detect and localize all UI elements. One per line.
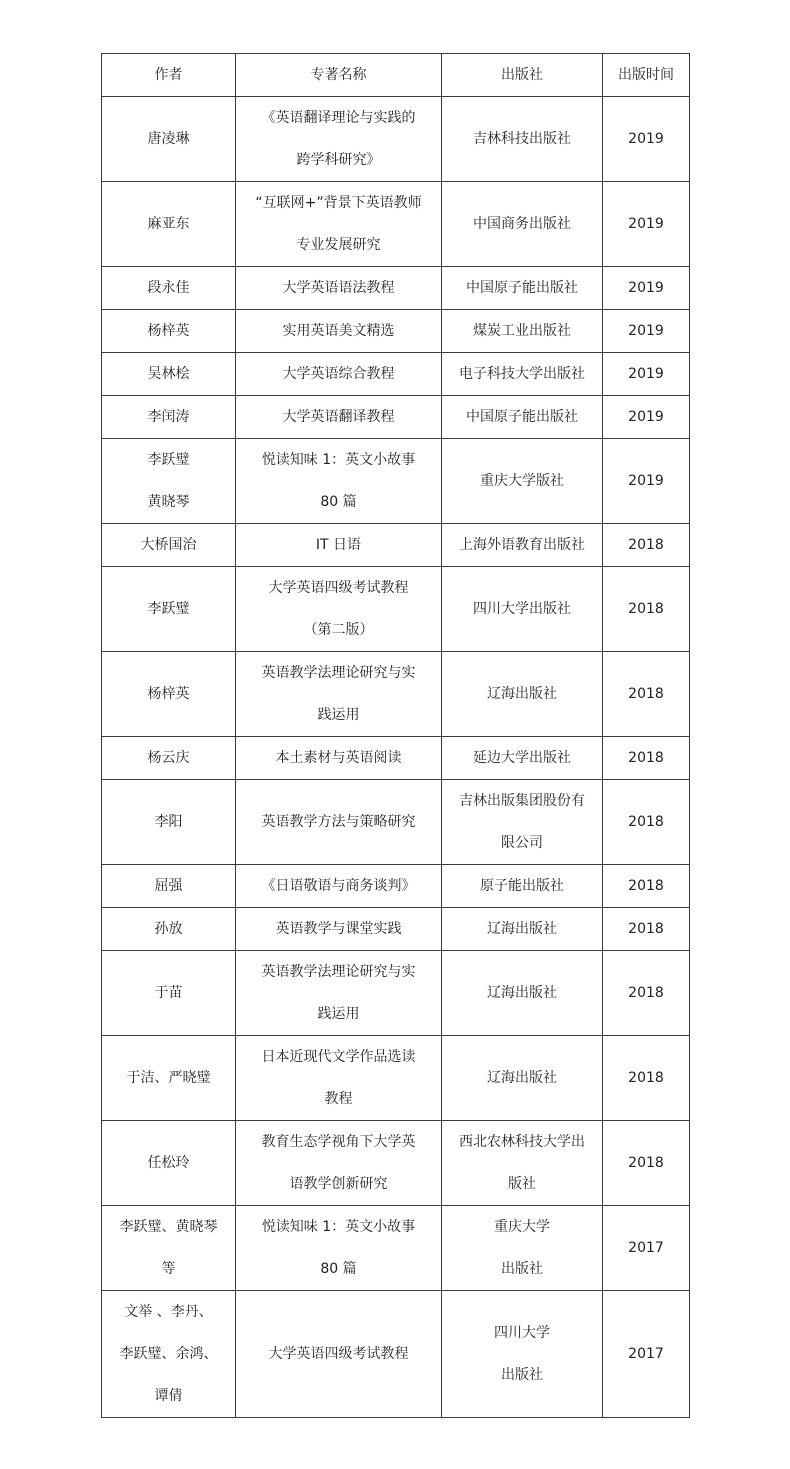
- title-cell: [236, 1206, 442, 1291]
- publisher-cell-line: 重庆大学: [494, 1219, 550, 1235]
- title-cell-line: 悦读知味 1：英文小故事: [261, 1219, 416, 1235]
- publisher-cell-line: 辽海出版社: [487, 1070, 557, 1086]
- author-cell-line: 黄晓琴: [147, 494, 190, 510]
- title-cell: [236, 524, 442, 567]
- publisher-cell-line: 重庆大学版社: [480, 473, 564, 489]
- author-cell-line: 于苗: [154, 985, 183, 1001]
- author-cell-line: 李闰涛: [147, 409, 190, 425]
- publisher-cell: [442, 396, 603, 439]
- publisher-cell-line: 原子能出版社: [480, 878, 564, 894]
- publisher-cell-line: 限公司: [501, 835, 543, 851]
- author-cell: [102, 737, 236, 780]
- author-cell-line: 李跃璧: [147, 601, 190, 617]
- title-cell-line: 80 篇: [320, 1261, 357, 1277]
- title-cell-line: 专业发展研究: [296, 237, 381, 253]
- header-publisher: 出版社: [442, 54, 603, 97]
- author-cell: [102, 97, 236, 182]
- year-cell: 2018: [603, 865, 690, 908]
- title-cell-line: 践运用: [317, 1006, 360, 1022]
- author-cell-line: 谭倩: [154, 1388, 183, 1404]
- table-row: [102, 1121, 690, 1206]
- publisher-cell-line: 吉林出版集团股份有: [459, 793, 585, 809]
- author-cell: [102, 1121, 236, 1206]
- author-cell: [102, 353, 236, 396]
- title-cell-line: 教育生态学视角下大学英: [261, 1134, 416, 1150]
- table-row: [102, 182, 690, 267]
- title-cell: [236, 310, 442, 353]
- year-cell: 2019: [603, 353, 690, 396]
- publisher-cell: [442, 737, 603, 780]
- author-cell: [102, 524, 236, 567]
- year-cell: 2018: [603, 652, 690, 737]
- publisher-cell: [442, 567, 603, 652]
- title-cell-line: 教程: [324, 1091, 353, 1107]
- publisher-cell: [442, 353, 603, 396]
- title-cell: [236, 652, 442, 737]
- year-cell: 2019: [603, 97, 690, 182]
- title-cell: [236, 439, 442, 524]
- table-row: [102, 524, 690, 567]
- year-cell: 2019: [603, 396, 690, 439]
- title-cell-line: IT 日语: [315, 537, 362, 553]
- author-cell-line: 段永佳: [147, 280, 190, 296]
- author-cell: [102, 865, 236, 908]
- author-cell-line: 唐凌琳: [147, 131, 190, 147]
- author-cell-line: 李跃璧、余鸿、: [119, 1346, 218, 1362]
- title-cell: [236, 396, 442, 439]
- publisher-cell: [442, 865, 603, 908]
- author-cell-line: 杨云庆: [147, 750, 190, 766]
- author-cell-line: 麻亚东: [147, 216, 190, 232]
- year-cell: 2018: [603, 524, 690, 567]
- publisher-cell-line: 出版社: [501, 1367, 543, 1383]
- table-row: [102, 737, 690, 780]
- title-cell: [236, 97, 442, 182]
- year-cell: 2017: [603, 1206, 690, 1291]
- author-cell: [102, 652, 236, 737]
- year-cell: 2018: [603, 780, 690, 865]
- publisher-cell-line: 延边大学出版社: [473, 750, 571, 766]
- year-cell: 2018: [603, 908, 690, 951]
- author-cell-line: 杨梓英: [147, 323, 190, 339]
- publisher-cell: [442, 780, 603, 865]
- title-cell: [236, 1121, 442, 1206]
- table-row: [102, 1291, 690, 1418]
- author-cell: [102, 1291, 236, 1418]
- table-header-row: [102, 54, 690, 97]
- title-cell: [236, 353, 442, 396]
- publisher-cell-line: 电子科技大学出版社: [459, 366, 585, 382]
- title-cell-line: 语教学创新研究: [289, 1176, 388, 1192]
- title-cell-line: 大学英语翻译教程: [282, 409, 395, 425]
- year-cell: 2018: [603, 1036, 690, 1121]
- title-cell: [236, 780, 442, 865]
- publisher-cell-line: 上海外语教育出版社: [459, 537, 585, 553]
- author-cell: [102, 439, 236, 524]
- table-row: [102, 310, 690, 353]
- author-cell-line: 孙放: [154, 921, 183, 937]
- table-row: [102, 780, 690, 865]
- publisher-cell: [442, 652, 603, 737]
- author-cell-line: 等: [161, 1261, 176, 1277]
- table-body: [102, 97, 690, 1418]
- publisher-cell-line: 中国原子能出版社: [466, 280, 578, 296]
- publisher-cell: [442, 1121, 603, 1206]
- table-row: [102, 567, 690, 652]
- title-cell-line: 英语教学法理论研究与实: [261, 964, 416, 980]
- publisher-cell-line: 辽海出版社: [487, 686, 557, 702]
- title-cell-line: 英语教学与课堂实践: [275, 921, 402, 937]
- year-cell: 2017: [603, 1291, 690, 1418]
- header-year: 出版时间: [603, 54, 690, 97]
- title-cell-line: 80 篇: [320, 494, 357, 510]
- title-cell-line: 悦读知味 1：英文小故事: [261, 452, 416, 468]
- publisher-cell-line: 中国原子能出版社: [466, 409, 578, 425]
- author-cell-line: 任松玲: [147, 1155, 190, 1171]
- author-cell-line: 屈强: [154, 878, 183, 894]
- author-cell-line: 文举 、李丹、: [124, 1304, 213, 1320]
- title-cell: [236, 1036, 442, 1121]
- title-cell-line: 实用英语美文精选: [282, 323, 395, 339]
- year-cell: 2018: [603, 567, 690, 652]
- year-cell: 2019: [603, 267, 690, 310]
- publisher-cell: [442, 524, 603, 567]
- year-cell: 2018: [603, 951, 690, 1036]
- publisher-cell: [442, 97, 603, 182]
- title-cell: [236, 182, 442, 267]
- table-row: [102, 439, 690, 524]
- title-cell: [236, 951, 442, 1036]
- table-row: [102, 652, 690, 737]
- title-cell: [236, 1291, 442, 1418]
- publisher-cell: [442, 439, 603, 524]
- author-cell-line: 于洁、严晓璧: [126, 1070, 211, 1086]
- publisher-cell-line: 版社: [508, 1176, 536, 1192]
- table-row: [102, 396, 690, 439]
- publisher-cell: [442, 1036, 603, 1121]
- title-cell-line: 本土素材与英语阅读: [275, 750, 402, 766]
- publisher-cell-line: 出版社: [501, 1261, 543, 1277]
- header-author: 作者: [102, 54, 236, 97]
- author-cell: [102, 908, 236, 951]
- year-cell: 2019: [603, 182, 690, 267]
- header-title: 专著名称: [236, 54, 442, 97]
- author-cell: [102, 396, 236, 439]
- title-cell-line: 大学英语综合教程: [282, 366, 395, 382]
- author-cell: [102, 267, 236, 310]
- publisher-cell-line: 煤炭工业出版社: [473, 323, 571, 339]
- publisher-cell-line: 西北农林科技大学出: [459, 1134, 585, 1150]
- title-cell: [236, 267, 442, 310]
- title-cell-line: 大学英语语法教程: [282, 280, 395, 296]
- title-cell-line: “互联网+”背景下英语教师: [255, 195, 422, 211]
- year-cell: 2019: [603, 310, 690, 353]
- table-row: [102, 908, 690, 951]
- author-cell: [102, 567, 236, 652]
- title-cell-line: 大学英语四级考试教程: [268, 580, 409, 596]
- publisher-cell: [442, 908, 603, 951]
- publisher-cell-line: 辽海出版社: [487, 921, 557, 937]
- title-cell-line: 英语教学法理论研究与实: [261, 665, 416, 681]
- publications-table: [101, 53, 690, 1418]
- year-cell: 2018: [603, 737, 690, 780]
- publisher-cell-line: 辽海出版社: [487, 985, 557, 1001]
- publisher-cell: [442, 951, 603, 1036]
- title-cell-line: 跨学科研究》: [296, 152, 381, 168]
- table-row: [102, 1206, 690, 1291]
- title-cell-line: 日本近现代文学作品选读: [261, 1049, 416, 1065]
- table-row: [102, 951, 690, 1036]
- table-row: [102, 353, 690, 396]
- author-cell: [102, 1206, 236, 1291]
- author-cell: [102, 951, 236, 1036]
- author-cell: [102, 182, 236, 267]
- title-cell-line: 英语教学方法与策略研究: [261, 814, 416, 830]
- publisher-cell-line: 四川大学出版社: [473, 601, 571, 617]
- year-cell: 2019: [603, 439, 690, 524]
- title-cell: [236, 865, 442, 908]
- author-cell: [102, 1036, 236, 1121]
- author-cell-line: 杨梓英: [147, 686, 190, 702]
- table-row: [102, 97, 690, 182]
- publisher-cell-line: 四川大学: [494, 1325, 550, 1341]
- author-cell: [102, 310, 236, 353]
- publisher-cell-line: 中国商务出版社: [473, 216, 571, 232]
- table-row: [102, 1036, 690, 1121]
- title-cell-line: 大学英语四级考试教程: [268, 1346, 409, 1362]
- title-cell: [236, 737, 442, 780]
- publisher-cell: [442, 1206, 603, 1291]
- title-cell-line: （第二版）: [303, 622, 374, 638]
- year-cell: 2018: [603, 1121, 690, 1206]
- title-cell-line: 践运用: [317, 707, 360, 723]
- author-cell-line: 李跃璧、黄晓琴: [119, 1219, 218, 1235]
- title-cell: [236, 567, 442, 652]
- title-cell-line: 《日语敬语与商务谈判》: [261, 878, 416, 894]
- publisher-cell: [442, 267, 603, 310]
- table-row: [102, 267, 690, 310]
- author-cell-line: 李阳: [154, 814, 183, 830]
- title-cell-line: 《英语翻译理论与实践的: [261, 110, 416, 126]
- author-cell-line: 李跃璧: [147, 452, 190, 468]
- author-cell-line: 大桥国治: [140, 537, 197, 553]
- table-row: [102, 865, 690, 908]
- publisher-cell: [442, 1291, 603, 1418]
- publisher-cell: [442, 310, 603, 353]
- publisher-cell: [442, 182, 603, 267]
- title-cell: [236, 908, 442, 951]
- author-cell-line: 吴林桧: [147, 366, 190, 382]
- author-cell: [102, 780, 236, 865]
- publisher-cell-line: 吉林科技出版社: [473, 131, 571, 147]
